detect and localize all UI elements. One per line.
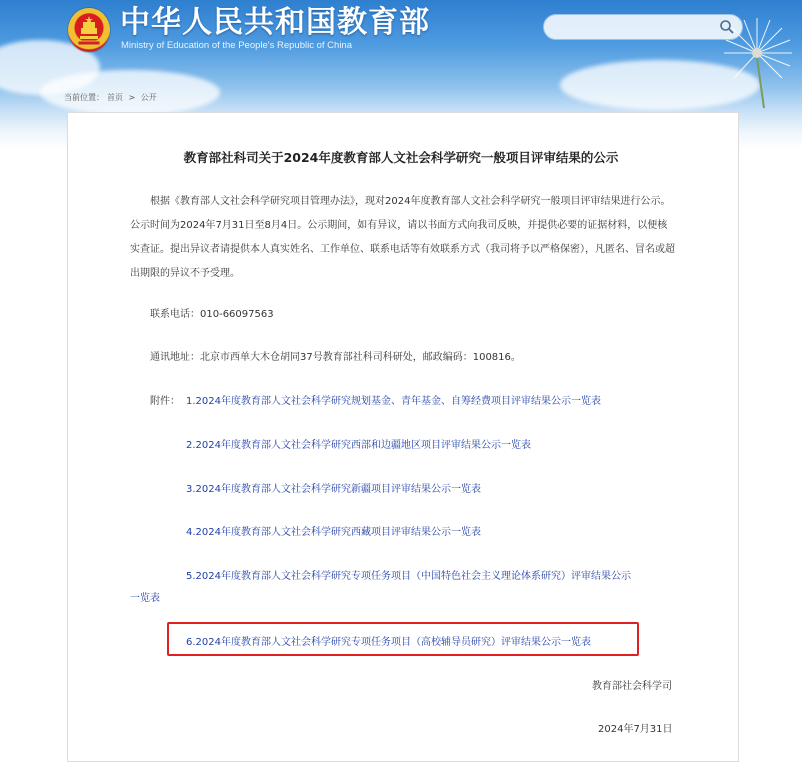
attachment-link-6[interactable]: 6.2024年度教育部人文社会科学研究专项任务项目（高校辅导员研究）评审结果公示一览表 [186,637,591,648]
attachment-link-2[interactable]: 2.2024年度教育部人文社会科学研究西部和边疆地区项目评审结果公示一览表 [186,440,531,451]
site-subtitle: Ministry of Education of the People's Republic of China [121,40,352,51]
attachment-link-5-continuation[interactable]: 一览表 [130,593,160,604]
document-date: 2024年7月31日 [598,724,673,735]
contact-phone: 联系电话：010-66097563 [150,309,274,320]
document-body: 根据《教育部人文社会科学研究项目管理办法》，现对2024年度教育部人文社会科学研究一般项目评审结果进行公示。公示时间为2024年7月31日至8月4日。公示期间，如有异议，请以书面方式向我司反映，并提供必要的证据材料，以便核实查证。提出异议者请提供本人真实姓名、工作单位、联系电话等有效联系方式（我司将予以严格保密），凡匿名、冒名或超出期限的异议不予受理。 [130,196,675,279]
site-title[interactable]: 中华人民共和国教育部 [120,5,430,40]
attachment-link-4[interactable]: 4.2024年度教育部人文社会科学研究西藏项目评审结果公示一览表 [186,527,481,538]
document-title: 教育部社科司关于2024年度教育部人文社会科学研究一般项目评审结果的公示 [183,150,619,165]
breadcrumb-link-home[interactable]: 首页 [107,93,123,102]
breadcrumb-link-public[interactable]: 公开 [140,93,157,102]
breadcrumb-prefix: 当前位置： [64,93,104,102]
signature: 教育部社会科学司 [592,681,672,692]
attachments-label: 附件： [150,396,180,407]
national-emblem-icon [68,8,110,52]
contact-address: 通讯地址：北京市西单大木仓胡同37号教育部社科司科研处，邮政编码：100816。 [150,352,521,363]
breadcrumb [64,92,160,103]
breadcrumb-separator: > [128,93,136,102]
attachment-link-3[interactable]: 3.2024年度教育部人文社会科学研究新疆项目评审结果公示一览表 [186,484,481,495]
attachment-link-1[interactable]: 1.2024年度教育部人文社会科学研究规划基金、青年基金、自筹经费项目评审结果公示一览表 [186,396,601,407]
dandelion-decoration-icon [712,8,802,108]
attachment-link-5[interactable]: 5.2024年度教育部人文社会科学研究专项任务项目（中国特色社会主义理论体系研究）评审结果公示 [186,571,631,582]
search-input[interactable] [554,18,718,38]
